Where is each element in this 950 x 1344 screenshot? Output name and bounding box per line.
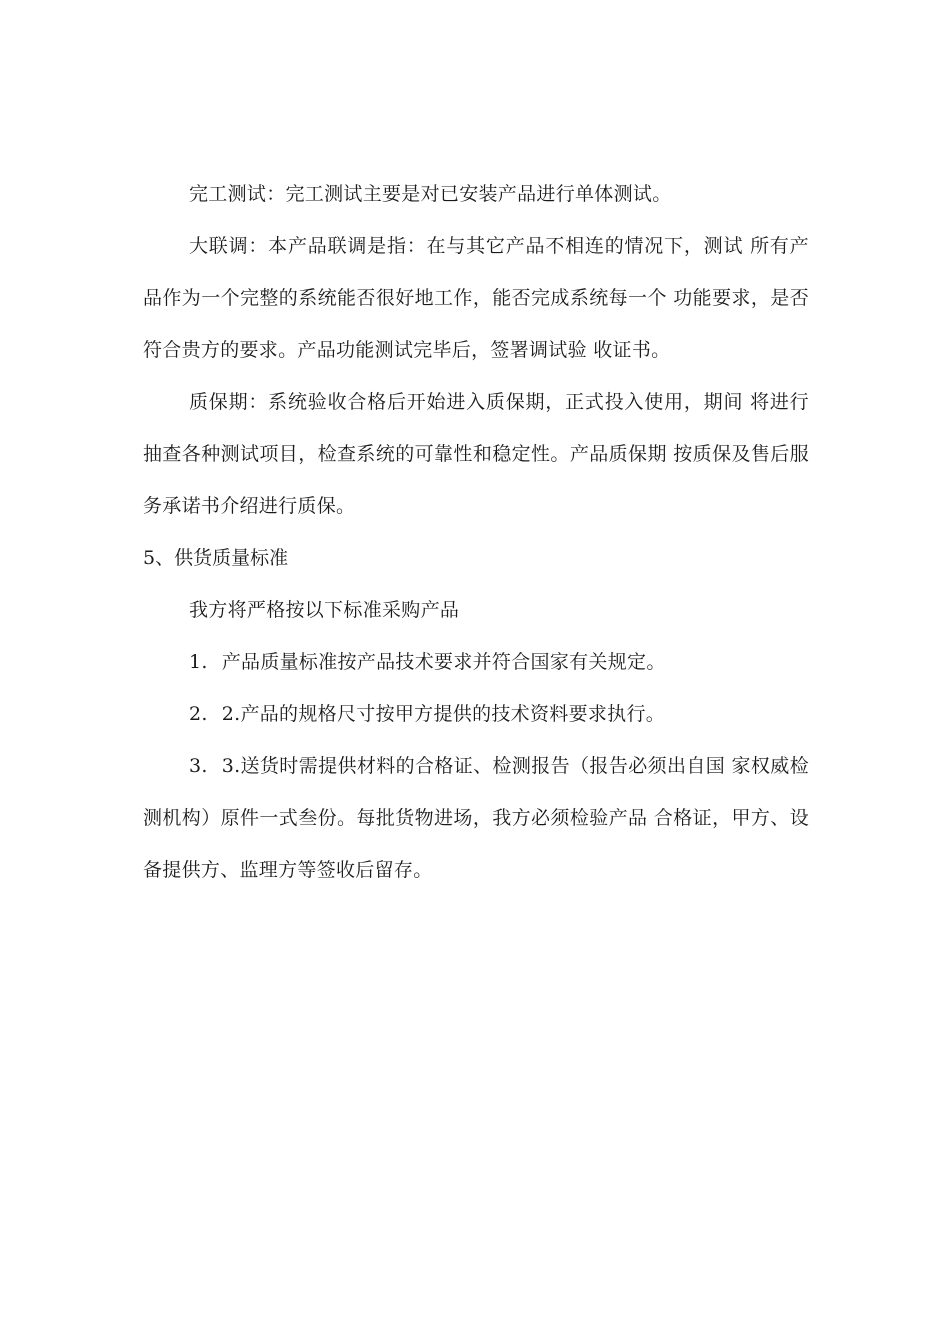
section-heading: 5、供货质量标准 <box>143 547 289 569</box>
paragraph-joint-debug: 大联调：本产品联调是指：在与其它产品不相连的情况下，测试 所有产品作为一个完整的系统能否很好地工作，能否完成系统每一个 功能要求，是否符合贵方的要求。产品功能测试完毕后，签署调试验 收证书。 <box>143 235 809 361</box>
section-intro: 我方将严格按以下标准采购产品 <box>189 599 460 621</box>
list-item-text: 2.产品的规格尺寸按甲方提供的技术资料要求执行。 <box>221 703 666 725</box>
list-item <box>143 688 809 740</box>
list-item-number: 1. <box>189 651 208 673</box>
list-item-number: 2. <box>189 703 208 725</box>
list-item-text: 3.送货时需提供材料的合格证、检测报告（报告必须出自国 家权威检测机构）原件一式叁份。每批货物进场，我方必须检验产品 合格证，甲方、设备提供方、监理方等签收后留存。 <box>143 755 809 881</box>
paragraph-completion-test: 完工测试：完工测试主要是对已安装产品进行单体测试。 <box>189 183 672 205</box>
paragraph-warranty: 质保期：系统验收合格后开始进入质保期，正式投入使用，期间 将进行抽查各种测试项目，检查系统的可靠性和稳定性。产品质保期 按质保及售后服务承诺书介绍进行质保。 <box>143 391 809 517</box>
list-item <box>143 740 809 896</box>
list-item-text: 产品质量标准按产品技术要求并符合国家有关规定。 <box>221 651 666 673</box>
list-item-number: 3. <box>189 755 208 777</box>
list-item <box>143 636 809 688</box>
document-body <box>143 168 809 896</box>
